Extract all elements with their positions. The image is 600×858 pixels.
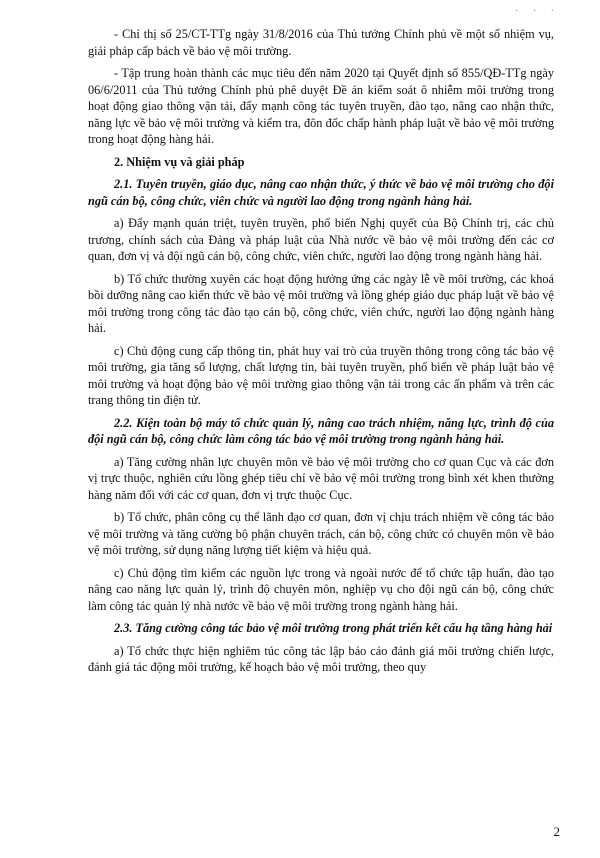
paragraph-2-3-a: a) Tổ chức thực hiện nghiêm túc công tác lập báo cáo đánh giá môi trường chiến lược, đánh giá tác động môi trường, kế hoạch bảo vệ môi trường, theo quy: [88, 643, 554, 674]
paragraph-2-1-a: a) Đẩy mạnh quán triệt, tuyên truyền, phổ biến Nghị quyết của Bộ Chính trị, các chủ trương, chính sách của Đảng và pháp luật của Nhà nước về bảo vệ môi trường đến các cơ quan, đơn vị và đội ngũ cán bộ, công chức, viên chức, người lao động trong ngành hàng hải.: [88, 216, 554, 263]
document-body: [88, 26, 554, 682]
subsection-heading-2-2: 2.2. Kiện toàn bộ máy tổ chức quản lý, nâng cao trách nhiệm, năng lực, trình độ của đội ngũ cán bộ, công chức làm công tác bảo vệ môi trường trong ngành hàng hải.: [88, 415, 554, 446]
corner-marks: · · ·: [515, 6, 560, 17]
subsection-heading-2-3: 2.3. Tăng cường công tác bảo vệ môi trường trong phát triển kết cấu hạ tầng hàng hải: [114, 621, 553, 635]
section-heading-2: 2. Nhiệm vụ và giải pháp: [114, 154, 245, 169]
paragraph-2-2-c: c) Chủ động tìm kiếm các nguồn lực trong và ngoài nước để tổ chức tập huấn, đào tạo nâng cao năng lực quản lý, trình độ chuyên môn, nghiệp vụ cho đội ngũ cán bộ, công chức làm công tác quản lý nhà nước về bảo vệ môi trường trong ngành hàng hải.: [88, 565, 554, 613]
paragraph-2-2-b: b) Tổ chức, phân công cụ thể lãnh đạo cơ quan, đơn vị chịu trách nhiệm về công tác bảo vệ môi trường và tăng cường bộ phận chuyên trách, cán bộ, công chức có chuyên môn về bảo vệ môi trường, sử dụng năng lượng tiết kiệm và hiệu quả.: [88, 510, 554, 557]
paragraph-2-1-b: b) Tổ chức thường xuyên các hoạt động hưởng ứng các ngày lễ về môi trường, các khoá bồi dưỡng nâng cao kiến thức về bảo vệ môi trường và lồng ghép giáo dục pháp luật về bảo vệ môi trường trong công tác đào tạo cán bộ, công chức, viên chức, người lao động ngành hàng hải.: [88, 271, 554, 335]
paragraph-decision-855: - Tập trung hoàn thành các mục tiêu đến năm 2020 tại Quyết định số 855/QĐ-TTg ngày 06/6/2011 của Thủ tướng Chính phủ phê duyệt Đề án kiểm soát ô nhiễm môi trường trong hoạt động giao thông vận tải, đẩy mạnh công tác tuyên truyền, đào tạo, nâng cao nhận thức, năng lực về bảo vệ môi trường và kiểm tra, đôn đốc chấp hành pháp luật về bảo vệ môi trường trong hoạt động hàng hải.: [88, 66, 554, 146]
paragraph-2-2-a: a) Tăng cường nhân lực chuyên môn về bảo vệ môi trường cho cơ quan Cục và các đơn vị trực thuộc, nghiên cứu lồng ghép tiêu chí về bảo vệ môi trường trong bình xét khen thưởng hàng năm đối với các cơ quan, đơn vị trực thuộc Cục.: [88, 454, 554, 502]
page-number: 2: [553, 824, 560, 839]
paragraph-2-1-c: c) Chủ động cung cấp thông tin, phát huy vai trò của truyền thông trong công tác bảo vệ môi trường, gia tăng số lượng, chất lượng tin, bài tuyên truyền, phổ biến về pháp luật bảo vệ môi trường và hoạt động bảo vệ môi trường giao thông vận tải trong các ấn phẩm và trên các trang thông tin điện tử.: [88, 343, 554, 407]
paragraph-directive-25: - Chỉ thị số 25/CT-TTg ngày 31/8/2016 của Thủ tướng Chính phủ về một số nhiệm vụ, giải pháp cấp bách về bảo vệ môi trường.: [88, 27, 554, 58]
subsection-heading-2-1: 2.1. Tuyên truyền, giáo dục, nâng cao nhận thức, ý thức về bảo vệ môi trường cho đội ngũ cán bộ, công chức, viên chức và người lao động trong ngành hàng hải.: [88, 177, 554, 208]
